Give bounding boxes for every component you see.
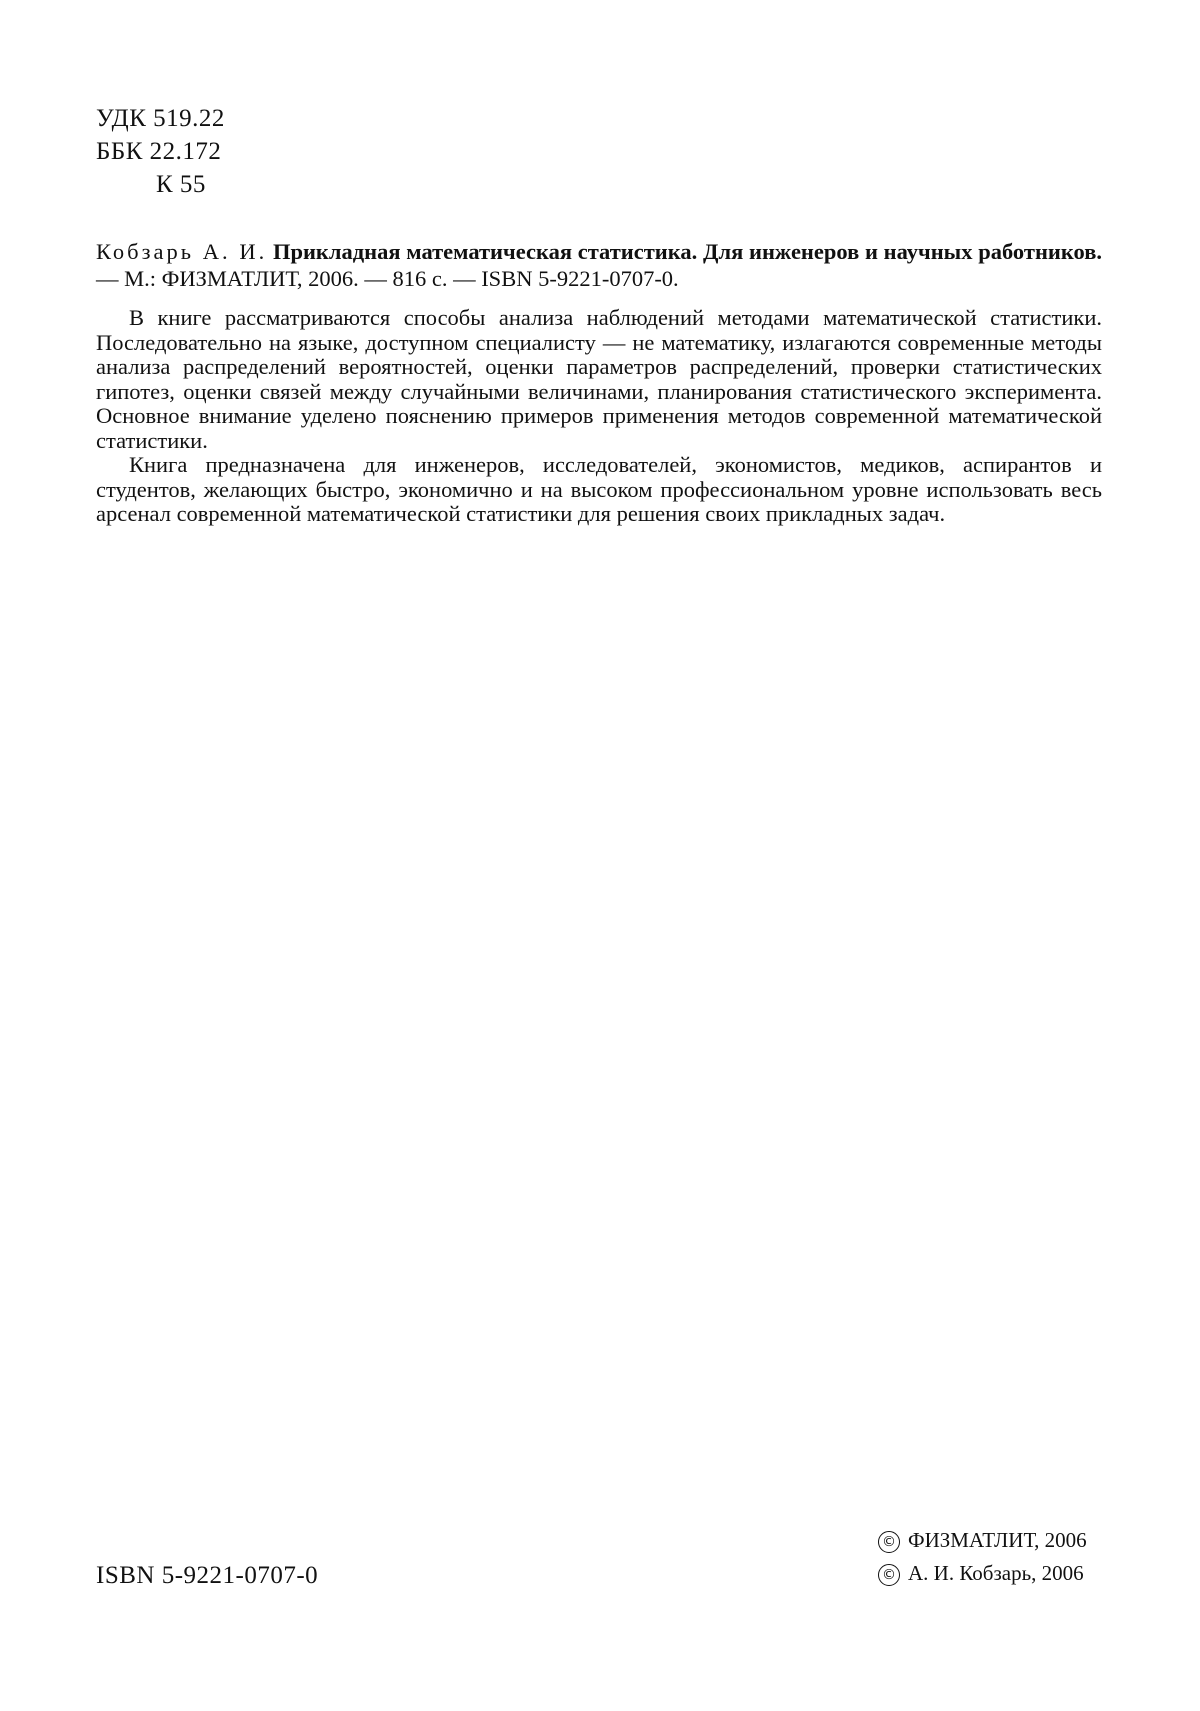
bibliographic-record (96, 238, 1102, 292)
copyright-block (878, 1524, 1087, 1590)
author-code: К 55 (156, 171, 206, 198)
record-imprint: — М.: ФИЗМАТЛИТ, 2006. — 816 с. — ISBN 5-9221-0707-0. (96, 266, 679, 291)
classification-codes (96, 102, 225, 201)
record-author: Кобзарь А. И. (96, 239, 268, 264)
record-title: Прикладная математическая статистика. Для инженеров и научных работников. (272, 239, 1102, 264)
annotation-paragraph: Книга предназначена для инженеров, исследователей, экономистов, медиков, аспирантов и студентов, желающих быстро, экономично и на высоком профессиональном уровне использовать весь арсенал современной математической статистики для решения своих прикладных задач. (96, 452, 1102, 526)
isbn-number: ISBN 5-9221-0707-0 (96, 1562, 319, 1589)
udk-code: УДК 519.22 (96, 105, 225, 132)
copyright-line (878, 1524, 1087, 1557)
annotation (96, 306, 1102, 527)
copyright-icon: © (878, 1564, 900, 1586)
copyright-holder: ФИЗМАТЛИТ, 2006 (908, 1528, 1087, 1552)
copyright-icon: © (878, 1531, 900, 1553)
copyright-holder: А. И. Кобзарь, 2006 (908, 1561, 1084, 1585)
copyright-line (878, 1557, 1087, 1590)
bbk-code: ББК 22.172 (96, 138, 222, 165)
annotation-paragraph: В книге рассматриваются способы анализа наблюдений методами математической статистики. Последовательно на языке, доступном специалисту — не математику, излагаются современные методы анализа распределений вероятностей, оценки параметров распределений, проверки статистических гипотез, оценки связей между случайными величинами, планирования статистического эксперимента. Основное внимание уделено пояснению примеров применения методов современной математической статистики. (96, 305, 1102, 453)
